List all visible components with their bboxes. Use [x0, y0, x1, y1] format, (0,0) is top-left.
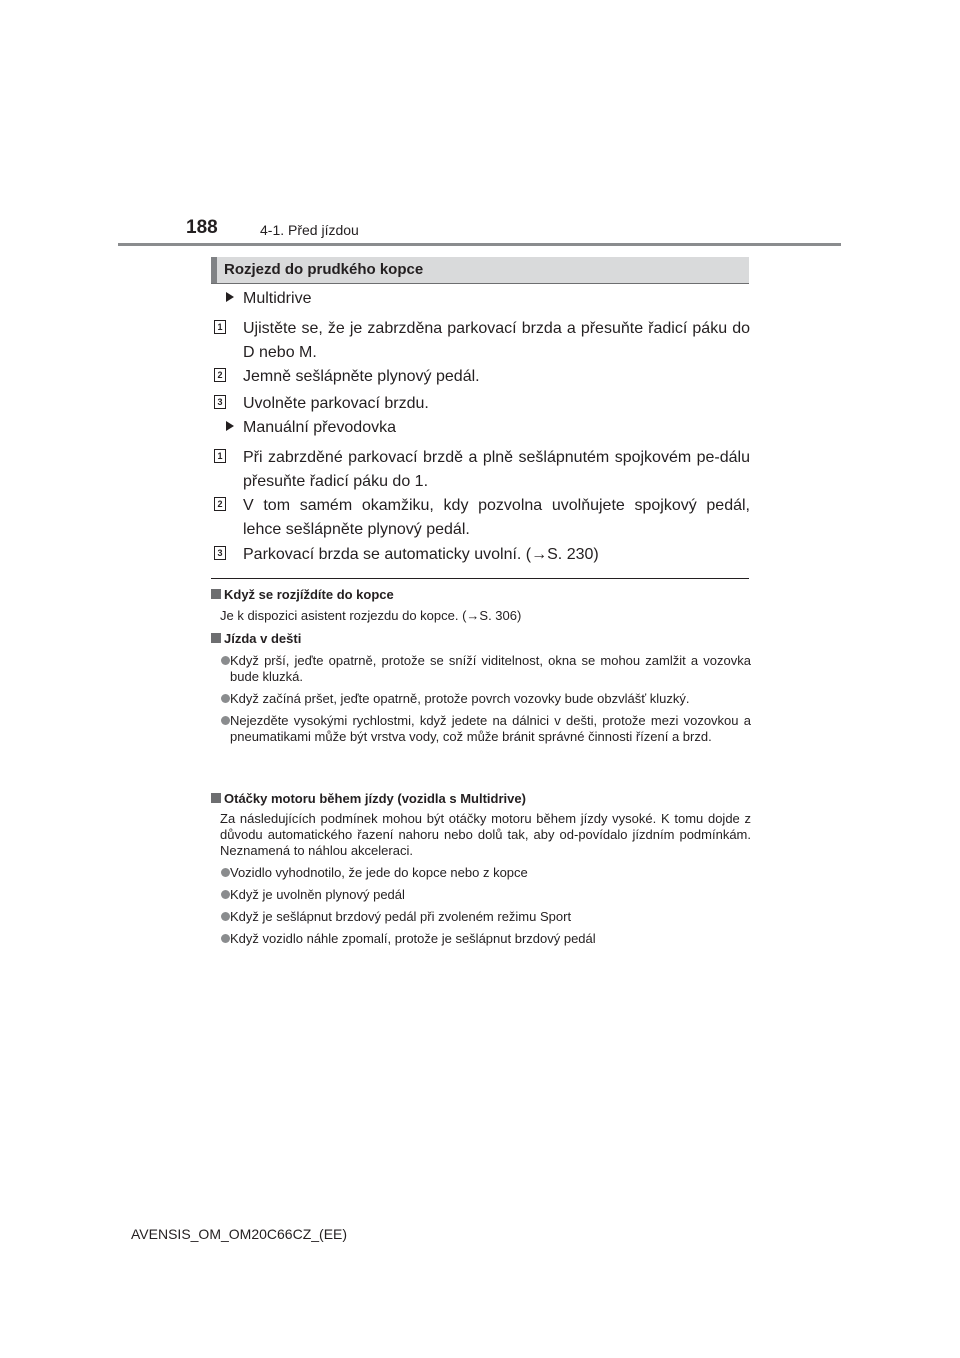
square-bullet-icon	[211, 793, 221, 803]
section-title: Rozjezd do prudkého kopce	[224, 261, 424, 278]
section-header-bar	[211, 257, 217, 283]
note-title-text: Otáčky motoru během jízdy (vozidla s Multidrive)	[224, 791, 526, 806]
note-rain	[211, 631, 751, 745]
square-bullet-icon	[211, 589, 221, 599]
list-item	[211, 909, 751, 925]
list-item	[211, 887, 751, 903]
note-title	[211, 631, 751, 647]
step-text: Při zabrzděné parkovací brzdě a plně sešlápnutém spojkovém pe-dálu přesuňte řadicí páku do 1.	[243, 449, 750, 490]
step-number-box: 2	[214, 368, 226, 382]
list-item	[211, 865, 751, 881]
list-item	[211, 931, 751, 947]
list-item-text: Vozidlo vyhodnotilo, že jede do kopce nebo z kopce	[230, 865, 528, 880]
circle-bullet-icon	[221, 934, 230, 943]
footer-doc-code: AVENSIS_OM_OM20C66CZ_(EE)	[131, 1226, 348, 1242]
subsection-manual	[226, 419, 396, 437]
page-number: 188	[186, 217, 218, 238]
note-engine-rpm	[211, 791, 751, 947]
step-number-box: 3	[214, 546, 226, 560]
circle-bullet-icon	[221, 694, 230, 703]
list-item	[211, 713, 751, 745]
list-item-text: Když je sešlápnut brzdový pedál při zvoleném režimu Sport	[230, 909, 572, 924]
circle-bullet-icon	[221, 716, 230, 725]
circle-bullet-icon	[221, 656, 230, 665]
triangle-icon	[226, 421, 234, 431]
square-bullet-icon	[211, 633, 221, 643]
circle-bullet-icon	[221, 868, 230, 877]
list-item-text: Nejezděte vysokými rychlostmi, když jedete na dálnici v dešti, protože mezi vozovkou a pneumatikami může být vrstva vody, což může bránit správné činnosti řízení a brzd.	[230, 713, 751, 744]
note-title	[211, 587, 751, 603]
step-text: Jemně sešlápněte plynový pedál.	[243, 368, 480, 385]
step-text: Ujistěte se, že je zabrzděna parkovací brzda a přesuňte řadicí páku do D nebo M.	[243, 320, 750, 361]
section-divider	[211, 578, 749, 579]
triangle-icon	[226, 292, 234, 302]
header-rule	[118, 243, 841, 246]
note-title-text: Jízda v dešti	[224, 631, 302, 646]
note-body: Je k dispozici asistent rozjezdu do kopce. (→S. 306)	[220, 608, 522, 623]
note-title-text: Když se rozjíždíte do kopce	[224, 587, 394, 602]
step-number-box: 2	[214, 497, 226, 511]
list-item	[211, 691, 751, 707]
subsection-multidrive	[226, 290, 311, 308]
subsection-title: Manuální převodovka	[243, 419, 396, 436]
step-number-box: 3	[214, 395, 226, 409]
chapter-title: 4-1. Před jízdou	[260, 222, 359, 238]
step-text: Parkovací brzda se automaticky uvolní. (→S. 230)	[243, 546, 599, 563]
list-item	[211, 653, 751, 685]
step-text: Uvolněte parkovací brzdu.	[243, 395, 429, 412]
step-number-box: 1	[214, 449, 226, 463]
note-hill-start	[211, 587, 751, 624]
note-body: Za následujících podmínek mohou být otáčky motoru během jízdy vysoké. K tomu dojde z důvodu automatického řazení nahoru nebo dolů tak, aby od-povídalo jízdním podmínkám. Neznamená to náhlou akceleraci.	[220, 811, 751, 858]
circle-bullet-icon	[221, 890, 230, 899]
step-text: V tom samém okamžiku, kdy pozvolna uvolňujete spojkový pedál, lehce sešlápněte plynový pedál.	[243, 497, 750, 538]
list-item-text: Když začíná pršet, jeďte opatrně, protože povrch vozovky bude obzvlášť kluzký.	[230, 691, 690, 706]
section-header	[211, 257, 749, 284]
subsection-title: Multidrive	[243, 290, 312, 307]
note-title	[211, 791, 751, 807]
list-item-text: Když je uvolněn plynový pedál	[230, 887, 405, 902]
list-item-text: Když prší, jeďte opatrně, protože se sníží viditelnost, okna se mohou zamlžit a vozovka bude kluzká.	[230, 653, 751, 684]
list-item-text: Když vozidlo náhle zpomalí, protože je sešlápnut brzdový pedál	[230, 931, 596, 946]
circle-bullet-icon	[221, 912, 230, 921]
step-number-box: 1	[214, 320, 226, 334]
